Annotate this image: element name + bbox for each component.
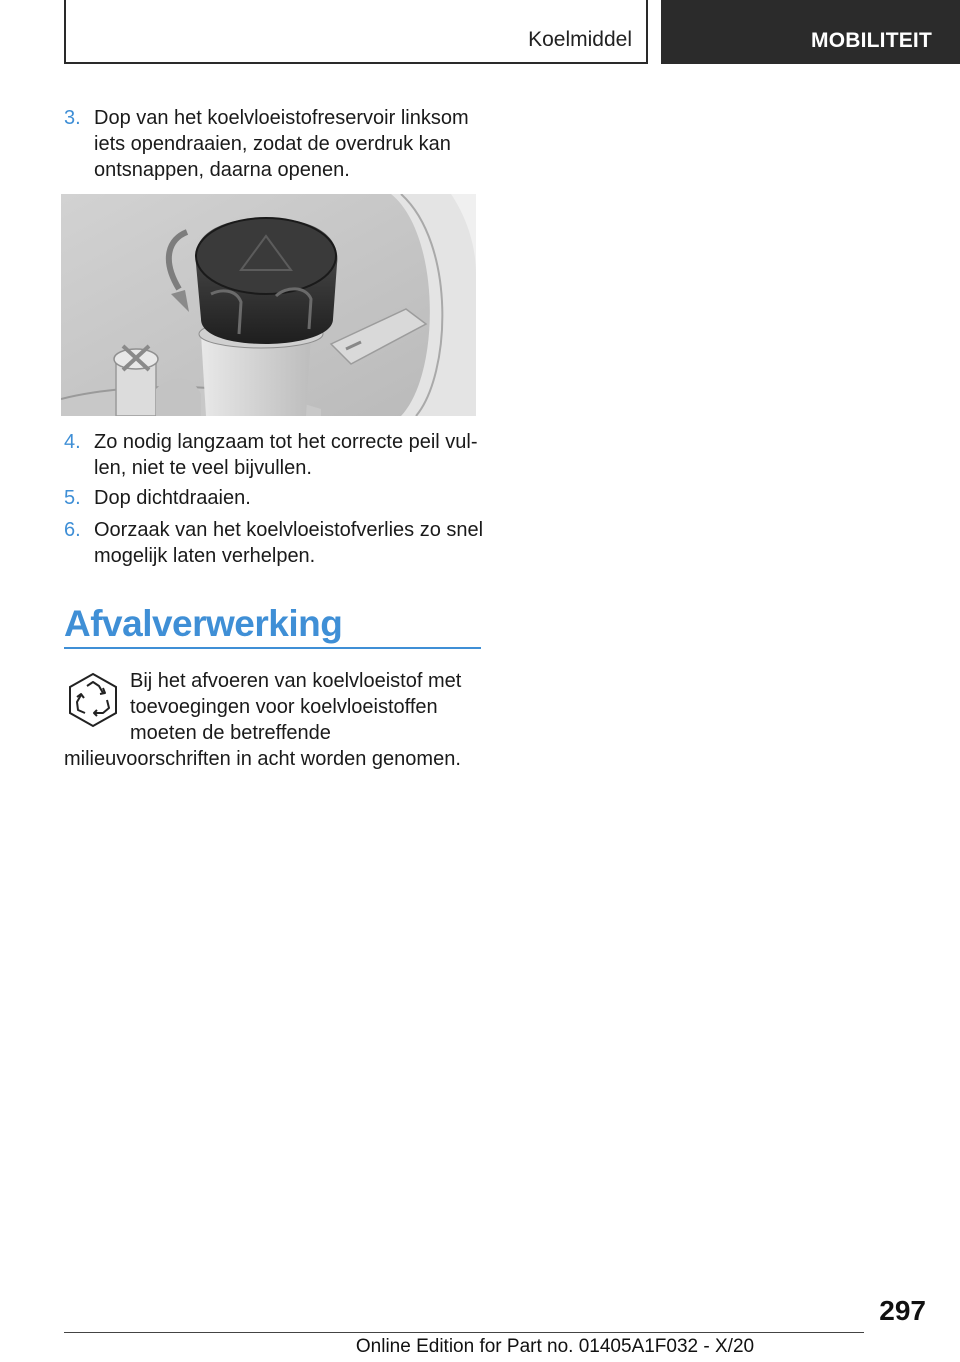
step-number: 5.	[64, 487, 81, 509]
step-number: 3.	[64, 107, 81, 129]
page-number: 297	[879, 1295, 926, 1326]
disposal-note-text: Bij het afvoeren van koelvloeistof met toevoegingen voor koelvloeistoffen moeten de betreffende milieuvoorschriften in acht worden genomen.	[64, 670, 462, 770]
recycle-icon	[65, 672, 121, 728]
step-text: Dop dichtdraaien.	[94, 487, 251, 509]
coolant-cap-illustration	[61, 194, 476, 416]
step-4	[64, 429, 484, 481]
header-section-title: Koelmiddel	[528, 28, 632, 51]
footer	[0, 1336, 960, 1358]
disposal-note	[64, 668, 484, 772]
step-6	[64, 517, 484, 569]
footer-edition-text: Online Edition for Part no. 01405A1F032 - X/20	[355, 1336, 755, 1357]
step-number: 6.	[64, 519, 81, 541]
section-heading: Afvalverwerking	[64, 603, 343, 644]
step-text: Oorzaak van het koelvloeistofverlies zo snel mogelijk laten verhelpen.	[94, 519, 484, 567]
step-3	[64, 105, 484, 183]
footer-divider	[64, 1332, 864, 1333]
header-bar	[64, 0, 648, 64]
step-text: Zo nodig langzaam tot het correcte peil vullen, niet te veel bijvullen.	[94, 431, 478, 479]
step-text: Dop van het koelvloeistofreservoir linksom iets opendraaien, zodat de overdruk kan ontsnappen, daarna openen.	[94, 107, 469, 181]
header-chapter-tab: MOBILITEIT	[661, 0, 960, 64]
heading-divider	[64, 647, 481, 649]
step-number: 4.	[64, 431, 81, 453]
step-5	[64, 485, 484, 511]
